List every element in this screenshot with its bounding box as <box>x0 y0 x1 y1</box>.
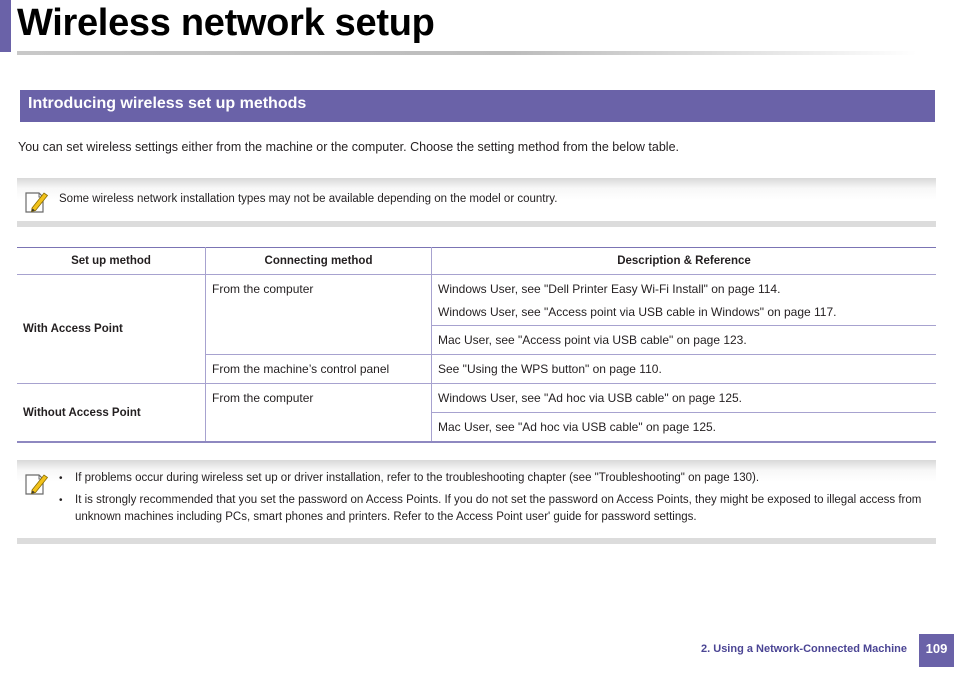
page-edge-accent-bar <box>0 0 11 52</box>
note-pencil-icon <box>23 471 49 497</box>
header-connecting-method: Connecting method <box>206 248 432 275</box>
footer-chapter-title: 2. Using a Network-Connected Machine <box>701 643 907 655</box>
list-item: • It is strongly recommended that you set the password on Access Points. If you do not set the password on Access Points, they might be exposed to illegal access from unknown machines including PCs, smart phones and printers. Refer to the Access Point user' guide for password settings. <box>59 492 936 526</box>
section-header: Introducing wireless set up methods <box>20 90 935 122</box>
description-cell: Mac User, see "Access point via USB cable" on page 123. <box>432 326 937 355</box>
note-box-top <box>17 178 936 227</box>
description-line: Windows User, see "Access point via USB cable in Windows" on page 117. <box>438 305 837 319</box>
connecting-method-cell: From the machine’s control panel <box>206 355 432 384</box>
note-box-bottom <box>17 460 936 544</box>
connecting-method-cell: From the computer <box>206 275 432 355</box>
connecting-method-cell: From the computer <box>206 384 432 443</box>
description-cell: See "Using the WPS button" on page 110. <box>432 355 937 384</box>
table-row <box>17 384 936 413</box>
header-description-reference: Description & Reference <box>432 248 937 275</box>
header-setup-method: Set up method <box>17 248 206 275</box>
description-cell: Mac User, see "Ad hoc via USB cable" on page 125. <box>432 413 937 443</box>
note-pencil-icon <box>23 189 49 215</box>
title-divider <box>17 51 917 55</box>
setup-method-cell: Without Access Point <box>17 384 206 443</box>
description-line: Windows User, see "Dell Printer Easy Wi-Fi Install" on page 114. <box>438 282 781 296</box>
page-number: 109 <box>919 634 954 667</box>
setup-method-cell: With Access Point <box>17 275 206 384</box>
page-title: Wireless network setup <box>17 2 435 44</box>
list-item: • If problems occur during wireless set up or driver installation, refer to the troubleshooting chapter (see "Troubleshooting" on page 130). <box>59 470 936 487</box>
description-cell: Windows User, see "Ad hoc via USB cable" on page 125. <box>432 384 937 413</box>
note-bullet-list <box>59 470 936 531</box>
description-cell <box>432 275 937 326</box>
table-header-row <box>17 248 936 275</box>
table-row <box>17 275 936 326</box>
intro-paragraph: You can set wireless settings either from the machine or the computer. Choose the setting method from the below table. <box>18 140 680 154</box>
note-text: Some wireless network installation types may not be available depending on the model or country. <box>59 193 558 205</box>
setup-methods-table <box>17 247 936 443</box>
